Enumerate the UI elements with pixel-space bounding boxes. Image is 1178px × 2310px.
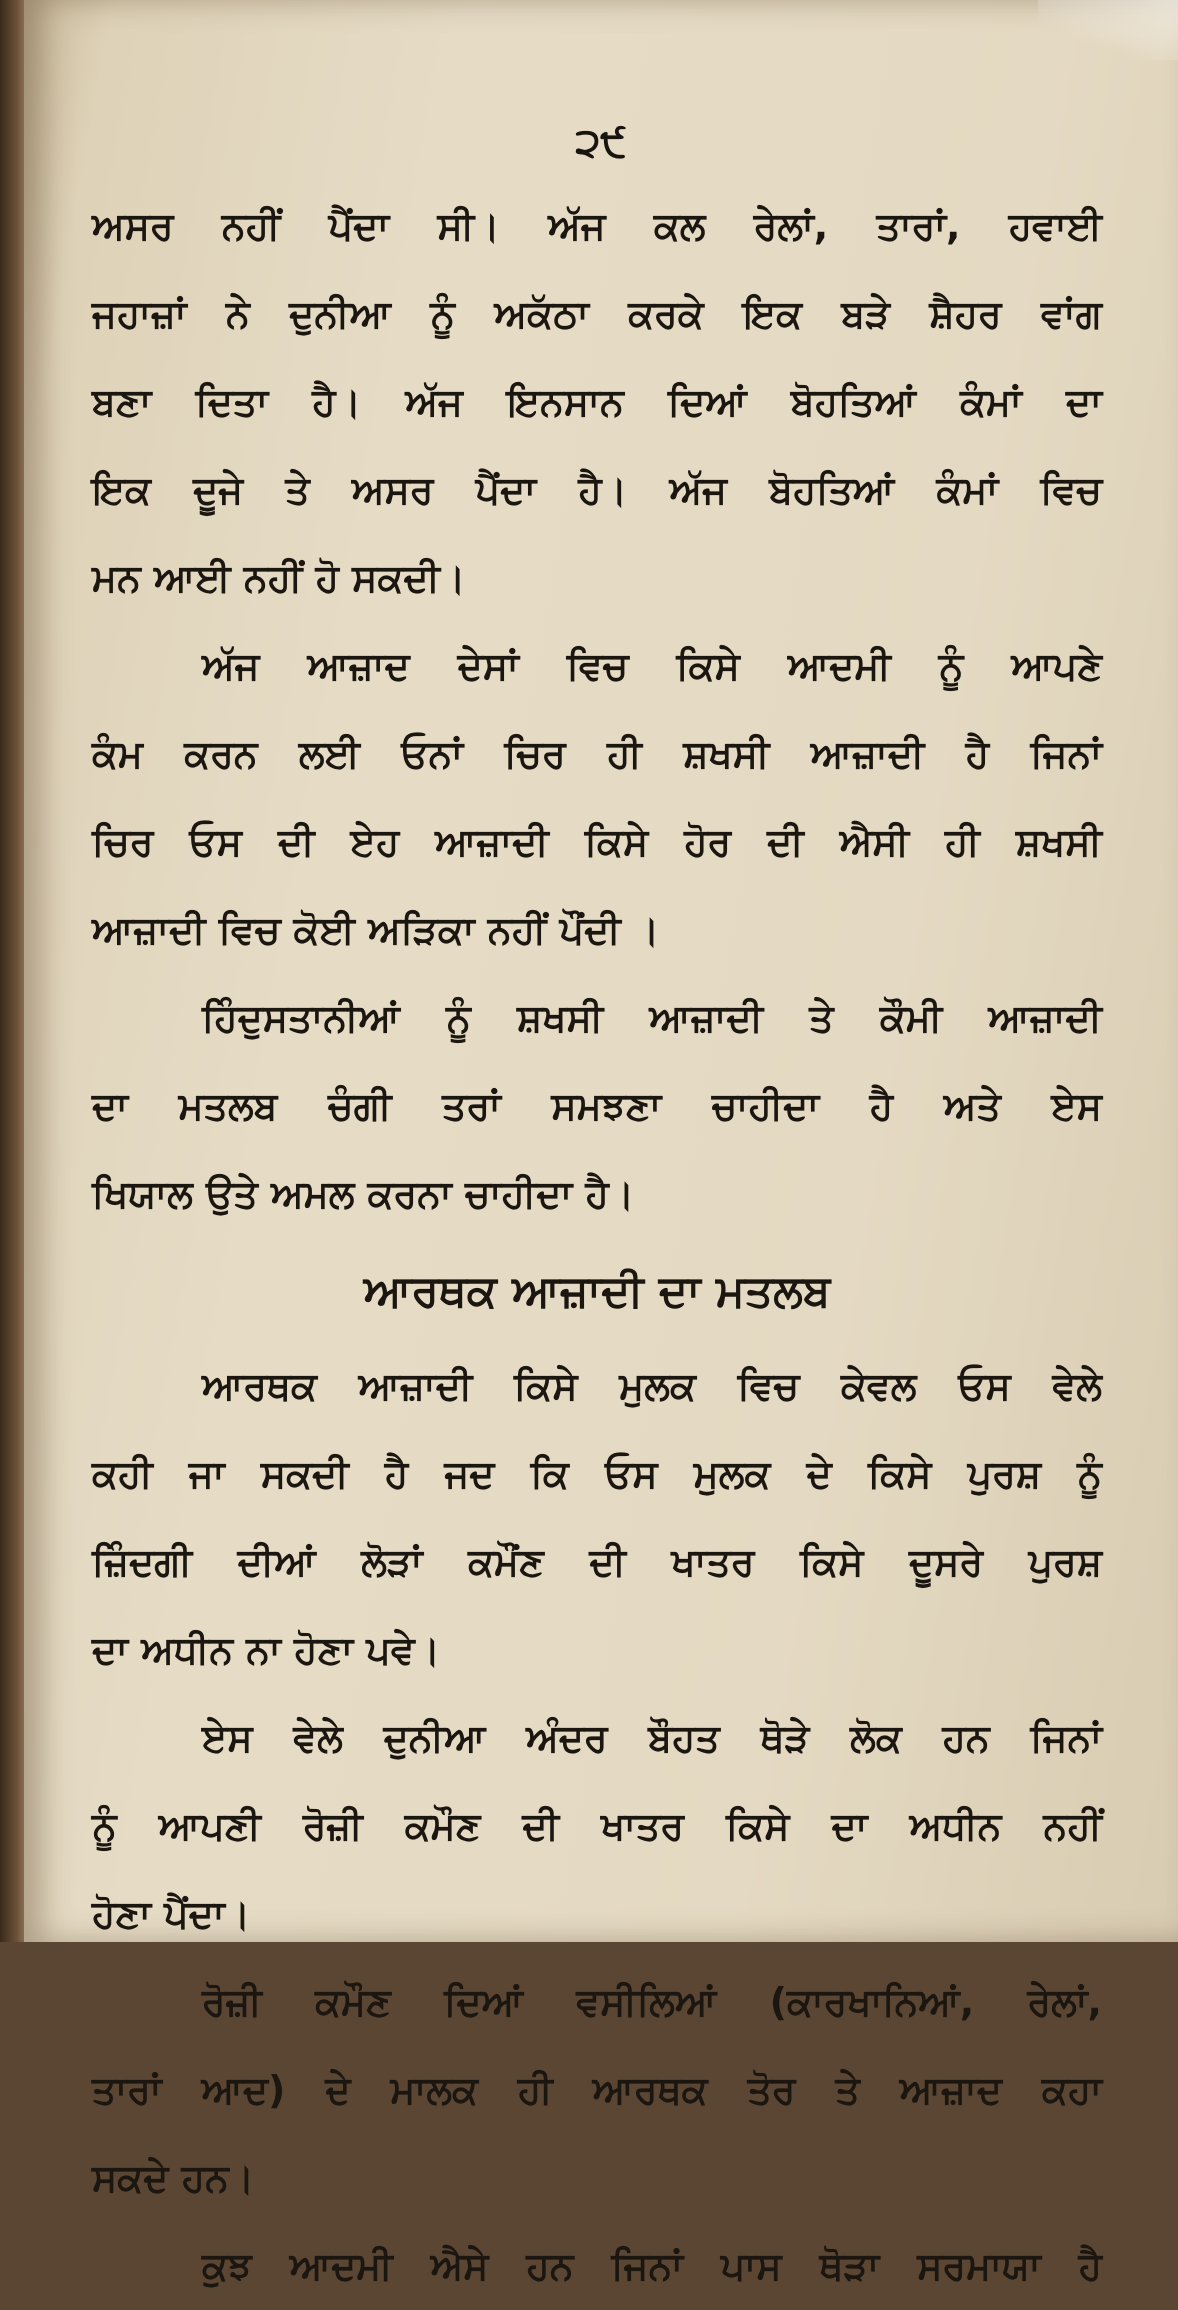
text-line: ਜ਼ਿੰਦਗੀ ਦੀਆਂ ਲੋੜਾਂ ਕਮੌਂਣ ਦੀ ਖਾਤਰ ਕਿਸੇ ਦੂਸਰੇ ਪੁਰਸ਼ <box>92 1540 1102 1584</box>
book-page <box>24 0 1178 2288</box>
page-corner-glare <box>1038 0 1178 60</box>
text-line: ਏਸ ਵੇਲੇ ਦੁਨੀਆ ਅੰਦਰ ਬੌਹਤ ਥੋੜੇ ਲੋਕ ਹਨ ਜਿਨਾਂ <box>202 1716 1102 1760</box>
text-line: ਕੁਝ ਆਦਮੀ ਐਸੇ ਹਨ ਜਿਨਾਂ ਪਾਸ ਥੋੜਾ ਸਰਮਾਯਾ ਹੈ <box>202 2244 1102 2288</box>
text-line: ਕੰਮ ਕਰਨ ਲਈ ਓਨਾਂ ਚਿਰ ਹੀ ਸ਼ਖਸੀ ਆਜ਼ਾਦੀ ਹੈ ਜਿਨਾਂ <box>92 732 1102 776</box>
page-body <box>92 182 1102 2310</box>
text-line: ਇਕ ਦੂਜੇ ਤੇ ਅਸਰ ਪੈਂਦਾ ਹੈ। ਅੱਜ ਬੋਹਤਿਆਂ ਕੰਮਾਂ ਵਿਚ <box>92 468 1102 512</box>
text-line: ਕਹੀ ਜਾ ਸਕਦੀ ਹੈ ਜਦ ਕਿ ਓਸ ਮੁਲਕ ਦੇ ਕਿਸੇ ਪੁਰਸ਼ ਨੂੰ <box>92 1452 1102 1496</box>
text-line: ਹੋਣਾ ਪੈਂਦਾ। <box>92 1892 251 1936</box>
text-line: ਸਕਦੇ ਹਨ। <box>92 2156 255 2200</box>
page-number: ੨੯ <box>575 120 627 166</box>
text-line: ਬਣਾ ਦਿਤਾ ਹੈ। ਅੱਜ ਇਨਸਾਨ ਦਿਆਂ ਬੋਹਤਿਆਂ ਕੰਮਾਂ ਦਾ <box>92 380 1102 424</box>
text-line: ਚਿਰ ਓਸ ਦੀ ਏਹ ਆਜ਼ਾਦੀ ਕਿਸੇ ਹੋਰ ਦੀ ਐਸੀ ਹੀ ਸ਼ਖਸੀ <box>92 820 1102 864</box>
text-line: ਆਰਥਕ ਆਜ਼ਾਦੀ ਕਿਸੇ ਮੁਲਕ ਵਿਚ ਕੇਵਲ ਓਸ ਵੇਲੇ <box>202 1364 1102 1408</box>
text-line: ਅਸਰ ਨਹੀਂ ਪੈਂਦਾ ਸੀ। ਅੱਜ ਕਲ ਰੇਲਾਂ, ਤਾਰਾਂ, ਹਵਾਈ <box>92 204 1102 248</box>
text-line: ਅੱਜ ਆਜ਼ਾਦ ਦੇਸਾਂ ਵਿਚ ਕਿਸੇ ਆਦਮੀ ਨੂੰ ਆਪਣੇ <box>202 644 1102 688</box>
text-line: ਆਜ਼ਾਦੀ ਵਿਚ ਕੋਈ ਅੜਿਕਾ ਨਹੀਂ ਪੌਂਦੀ । <box>92 908 660 952</box>
text-line: ਰੋਜ਼ੀ ਕਮੌਣ ਦਿਆਂ ਵਸੀਲਿਆਂ (ਕਾਰਖਾਨਿਆਂ, ਰੇਲਾਂ, <box>202 1980 1102 2024</box>
text-line: ਦਾ ਅਧੀਨ ਨਾ ਹੋਣਾ ਪਵੇ। <box>92 1628 441 1672</box>
text-line: ਦਾ ਮਤਲਬ ਚੰਗੀ ਤਰਾਂ ਸਮਝਣਾ ਚਾਹੀਦਾ ਹੈ ਅਤੇ ਏਸ <box>92 1084 1102 1128</box>
text-line: ਹਿੰਦੁਸਤਾਨੀਆਂ ਨੂੰ ਸ਼ਖਸੀ ਆਜ਼ਾਦੀ ਤੇ ਕੌਮੀ ਆਜ਼ਾਦੀ <box>202 996 1102 1040</box>
text-line: ਮਨ ਆਈ ਨਹੀਂ ਹੋ ਸਕਦੀ। <box>92 556 466 600</box>
section-heading: ਆਰਥਕ ਆਜ਼ਾਦੀ ਦਾ ਮਤਲਬ <box>363 1266 831 1317</box>
text-line: ਤਾਰਾਂ ਆਦ) ਦੇ ਮਾਲਕ ਹੀ ਆਰਥਕ ਤੋਰ ਤੇ ਆਜ਼ਾਦ ਕਹਾ <box>92 2068 1102 2112</box>
text-line: ਜਹਾਜ਼ਾਂ ਨੇ ਦੁਨੀਆ ਨੂੰ ਅਕੱਠਾ ਕਰਕੇ ਇਕ ਬੜੇ ਸ਼ੈਹਰ ਵਾਂਗ <box>92 292 1102 336</box>
text-line: ਖਿਯਾਲ ਉਤੇ ਅਮਲ ਕਰਨਾ ਚਾਹੀਦਾ ਹੈ। <box>92 1172 635 1216</box>
text-line: ਨੂੰ ਆਪਣੀ ਰੋਜ਼ੀ ਕਮੌਣ ਦੀ ਖਾਤਰ ਕਿਸੇ ਦਾ ਅਧੀਨ ਨਹੀਂ <box>92 1804 1102 1848</box>
